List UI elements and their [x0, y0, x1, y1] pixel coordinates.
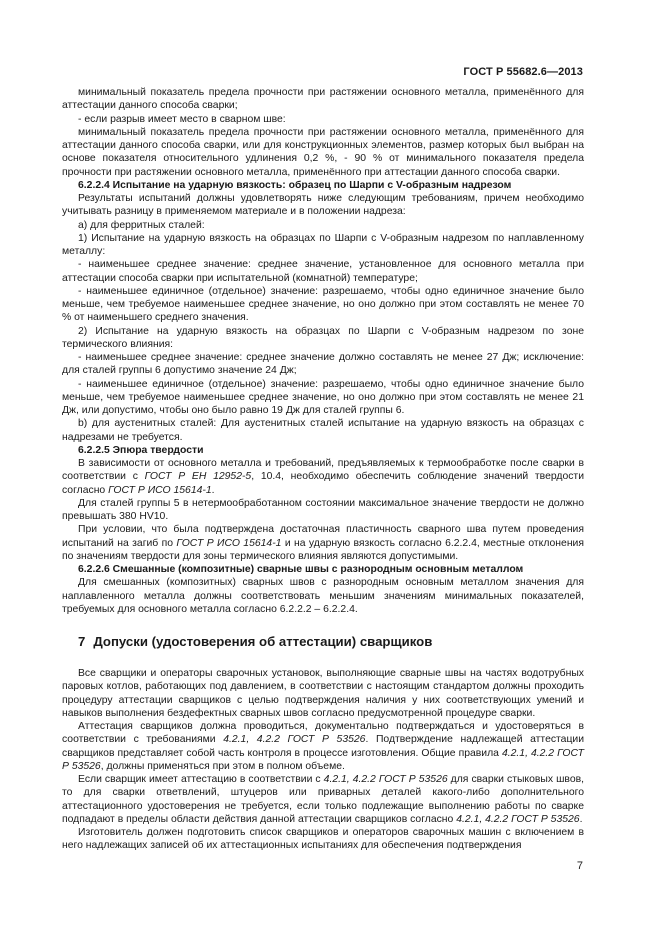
paragraph: Все сварщики и операторы сварочных установок, выполняющие сварные швы на частях водотрубных паровых котлов, работающих под давлением, в соответствии с настоящим стандартом должны проходить процедуру аттестации сварщиков с целью подтверждения наличия у них соответствующих умений и навыков выполнения бездефектных сварных швов согласно предусмотренной процедуре сварки. — [62, 668, 584, 719]
standard-reference: 4.2.1, 4.2.2 ГОСТ Р 53526 — [223, 734, 366, 746]
paragraph: минимальный показатель предела прочности при растяжении основного металла, применённого для аттестации данного способа сварки; — [62, 87, 584, 112]
list-item: - наименьшее единичное (отдельное) значение: разрешаемо, чтобы одно единичное значение было меньше, чем требуемое наименьшее среднее значение, но оно должно при этом составлять не менее 21 Дж, или допустимо, чтобы оно было равно 19 Дж для сталей группы 6. — [62, 378, 584, 416]
text: В зависимости от основного металла и требований, предъявляемых к термообработке после сварки в соответствии с — [62, 458, 584, 483]
standard-reference: 4.2.1, 4.2.2 ГОСТ Р 53526 — [62, 747, 585, 772]
paragraph — [62, 457, 584, 497]
paragraph: Для сталей группы 5 в нетермообработанном состоянии максимальное значение твердости не должно превышать 380 HV10. — [62, 497, 584, 522]
list-item: - наименьшее среднее значение: среднее значение, установленное для основного металла при аттестации способа сварки при испытательной (комнатной) температуре; — [62, 259, 584, 284]
text: , 10.4, необходимо обеспечить соблюдение значений твердости согласно — [62, 471, 584, 496]
standard-reference: ГОСТ Р ЕН 12952-5 — [144, 471, 252, 483]
section-heading-6-2-2-6: 6.2.2.6 Смешанные (композитные) сварные швы с разнородным основным металлом — [78, 564, 524, 575]
list-item: а) для ферритных сталей: — [78, 219, 205, 231]
standard-reference: 4.2.1, 4.2.2 ГОСТ Р 53526 — [456, 813, 580, 825]
list-item: b) для аустенитных сталей: Для аустенитных сталей испытание на ударную вязкость на образцах с надрезами не требуется. — [62, 418, 584, 443]
text: , должны применяться при этом в полном объеме. — [100, 760, 345, 772]
list-item: 2) Испытание на ударную вязкость на образцах по Шарпи с V-образным надрезом по зоне термического влияния: — [62, 325, 584, 350]
text: для сварки стыковых швов, то для сварки ответвлений, штуцеров или приварных деталей какого-либо дополнительного аттестационного удостоверения не требуется, если только подлежащие выполнению работы по сварке подпадают в пределы области действия данной аттестации сварщиков согласно — [62, 774, 585, 825]
chapter-number: 7 — [78, 634, 86, 649]
text: и на ударную вязкость согласно 6.2.2.4, местные отклонения по значениям твердости для зоны термического влияния являются допустимыми. — [62, 537, 584, 562]
section-heading-6-2-2-5: 6.2.2.5 Эпюра твердости — [78, 444, 204, 456]
list-item: 1) Испытание на ударную вязкость на образцах по Шарпи с V-образным надрезом по наплавленному металлу: — [62, 232, 584, 257]
paragraph — [62, 773, 584, 826]
paragraph: Для смешанных (композитных) сварных швов с разнородным основным металлом значения для наплавленного металла должны соответствовать меньшим значениям минимальных показателей, требуемых для основного металла согласно 6.2.2.2 – 6.2.2.4. — [62, 577, 584, 615]
document-body — [62, 86, 584, 853]
paragraph: - если разрыв имеет место в сварном шве: — [78, 113, 286, 125]
text: . — [211, 484, 215, 496]
chapter-title: Допуски (удостоверения об аттестации) сварщиков — [93, 634, 433, 649]
list-item: - наименьшее единичное (отдельное) значение: разрешаемо, чтобы одно единичное значение было меньше, чем требуемое наименьшее среднее значение, но оно должно при этом составлять не менее 70 % от наименьшего среднего значения. — [62, 285, 584, 324]
document-header: ГОСТ Р 55682.6—2013 — [463, 66, 583, 78]
text: Если сварщик имеет аттестацию в соответствии с — [78, 774, 324, 785]
page-number: 7 — [576, 860, 583, 872]
text: При условии, что была подтверждена достаточная пластичность сварного шва путем проведения испытаний на загиб по — [62, 524, 584, 549]
standard-reference: ГОСТ Р ИСО 15614-1 — [176, 537, 282, 549]
text: . — [579, 813, 583, 825]
paragraph: минимальный показатель предела прочности при растяжении основного металла, применённого для аттестации данного способа сварки, или для конструкционных элементов, размер которых был выбран на основе показателя относительного удлинения 0,2 %, - 90 % от минимального показателя предела прочности при растяжении основного металла, применённого при аттестации данного способа сварки. — [62, 126, 584, 178]
paragraph — [62, 720, 584, 773]
text: Аттестация сварщиков должна проводиться, документально подтверждаться и удостоверяться в соответствии с требованиями — [62, 721, 584, 746]
paragraph: Результаты испытаний должны удовлетворять ниже следующим требованиям, причем необходимо учитывать разницу в применяемом материале и в положении надреза: — [62, 193, 584, 218]
standard-reference: 4.2.1, 4.2.2 ГОСТ Р 53526 — [323, 774, 448, 785]
standard-reference: ГОСТ Р ИСО 15614-1 — [108, 484, 212, 496]
text: . Подтверждение надлежащей аттестации сварщиков представляет собой часть контроля в процессе изготовления. Общие правила — [62, 734, 585, 759]
paragraph: Изготовитель должен подготовить список сварщиков и операторов сварочных машин с включением в него надлежащих записей об их аттестационных испытаниях для обеспечения подтверждения — [62, 827, 584, 852]
paragraph — [62, 523, 584, 563]
chapter-heading-7 — [62, 634, 584, 650]
list-item: - наименьшее среднее значение: среднее значение должно составлять не менее 27 Дж; исключение: для сталей группы 6 допустимо значение 24 Дж; — [62, 352, 584, 377]
section-heading-6-2-2-4: 6.2.2.4 Испытание на ударную вязкость: образец по Шарпи с V-образным надрезом — [78, 179, 512, 191]
